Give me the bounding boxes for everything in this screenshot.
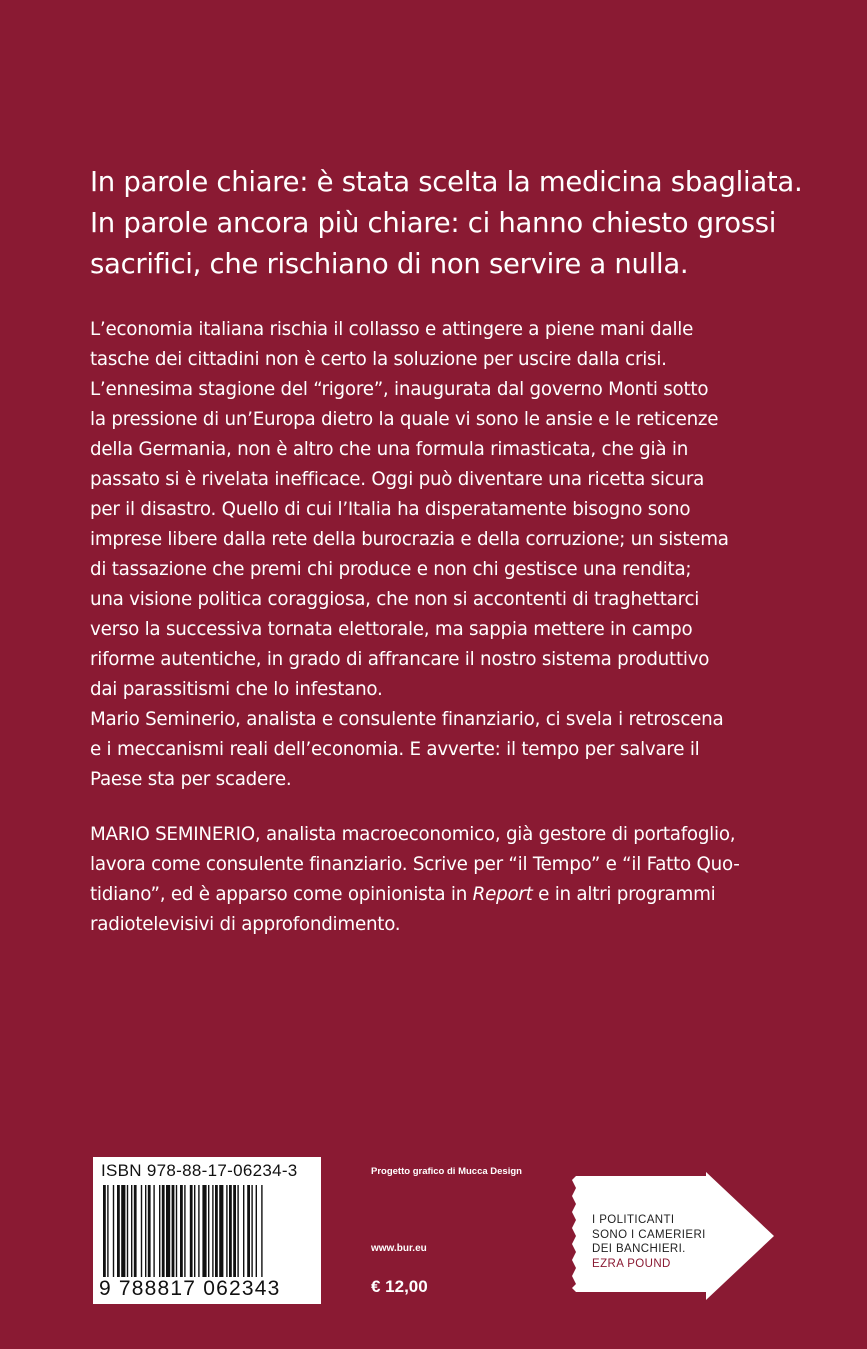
blurb-line: verso la successiva tornata elettorale, ma sappia mettere in campo: [90, 619, 693, 640]
publisher-url[interactable]: www.bur.eu: [371, 1243, 427, 1254]
barcode-bar: [103, 1185, 106, 1277]
headline-line: sacrifici, che rischiano di non servire a nulla.: [90, 248, 689, 280]
program-title: Report: [472, 884, 533, 905]
quote-text: [592, 1213, 706, 1271]
isbn-barcode: [93, 1157, 321, 1304]
barcode-bar: [226, 1185, 227, 1277]
barcode-bar: [117, 1185, 120, 1277]
barcode-bar: [107, 1185, 108, 1277]
blurb-line: della Germania, non è altro che una formula rimasticata, che già in: [90, 439, 689, 460]
barcode-bar: [184, 1185, 185, 1277]
barcode-bar: [162, 1185, 165, 1277]
bio-line: radiotelevisivi di approfondimento.: [90, 914, 401, 935]
isbn-label: ISBN 978-88-17-06234-3: [101, 1161, 298, 1180]
barcode-bar: [233, 1185, 236, 1277]
quote-line: I POLITICANTI: [592, 1214, 675, 1226]
barcode-bar: [190, 1185, 193, 1277]
blurb-line: per il disastro. Quello di cui l’Italia ha disperatamente bisogno sono: [90, 499, 691, 520]
blurb-line: una visione politica coraggiosa, che non si accontenti di traghettarci: [90, 589, 700, 610]
price-label: € 12,00: [371, 1277, 428, 1296]
blurb-line: L’ennesima stagione del “rigore”, inaugurata dal governo Monti sotto: [90, 379, 709, 400]
blurb-line: e i meccanismi reali dell’economia. E avverte: il tempo per salvare il: [90, 739, 700, 760]
author-bio: [90, 820, 830, 940]
blurb-line: Mario Seminerio, analista e consulente finanziario, ci svela i retroscena: [90, 709, 724, 730]
barcode-bar: [141, 1185, 142, 1277]
blurb-line: Paese sta per scadere.: [90, 769, 292, 790]
barcode-bars: [101, 1185, 313, 1277]
design-credit: Progetto grafico di Mucca Design: [371, 1166, 522, 1177]
barcode-bar: [261, 1185, 262, 1277]
bio-text: tidiano”, ed è apparso come opinionista in: [90, 884, 473, 905]
barcode-bar: [166, 1185, 170, 1277]
blurb-line: riforme autentiche, in grado di affrancare il nostro sistema produttivo: [90, 649, 710, 670]
quote-line: DEI BANCHIERI.: [592, 1243, 686, 1255]
bio-text: e in altri programmi: [532, 884, 716, 905]
blurb-line: passato si è rivelata inefficace. Oggi può diventare una ricetta sicura: [90, 469, 705, 490]
barcode-bar: [256, 1185, 257, 1277]
barcode-bar: [113, 1185, 114, 1277]
bio-line: MARIO SEMINERIO, analista macroeconomico, già gestore di portafoglio,: [90, 824, 736, 845]
quote-line: SONO I CAMERIERI: [592, 1228, 706, 1241]
headline-line: In parole chiare: è stata scelta la medicina sbagliata.: [90, 166, 803, 198]
barcode-bar: [208, 1185, 209, 1277]
headline-line: In parole ancora più chiare: ci hanno chiesto grossi: [90, 207, 777, 239]
blurb-text: [90, 315, 830, 795]
barcode-bar: [198, 1185, 199, 1277]
blurb-line: la pressione di un’Europa dietro la quale vi sono le ansie e le reticenze: [90, 409, 719, 430]
barcode-bar: [148, 1185, 151, 1277]
barcode-bar: [145, 1185, 146, 1277]
ean-digits: 9 788817 062343: [99, 1277, 281, 1300]
blurb-line: imprese libere dalla rete della burocrazia e della corruzione; un sistema: [90, 529, 729, 550]
headline: [90, 162, 820, 285]
barcode-bar: [251, 1185, 252, 1277]
barcode-bar: [219, 1185, 223, 1277]
blurb-line: L’economia italiana rischia il collasso e attingere a piene mani dalle: [90, 319, 694, 340]
barcode-bar: [134, 1185, 137, 1277]
blurb-line: tasche dei cittadini non è certo la soluzione per uscire dalla crisi.: [90, 349, 667, 370]
barcode-bar: [215, 1185, 218, 1277]
bio-line: lavora come consulente finanziario. Scrive per “il Tempo” e “il Fatto Quo-: [90, 854, 740, 875]
barcode-bar: [172, 1185, 175, 1277]
quote-author: EZRA POUND: [592, 1257, 671, 1270]
barcode-bar: [247, 1185, 250, 1277]
barcode-bar: [212, 1185, 213, 1277]
blurb-line: di tassazione che premi chi produce e non chi gestisce una rendita;: [90, 559, 692, 580]
blurb-line: dai parassitismi che lo infestano.: [90, 679, 383, 700]
barcode-bar: [180, 1185, 183, 1277]
barcode-bar: [121, 1185, 125, 1277]
barcode-bar: [237, 1185, 238, 1277]
barcode-bar: [229, 1185, 232, 1277]
barcode-bar: [159, 1185, 160, 1277]
barcode-bar: [176, 1185, 177, 1277]
bio-line: [90, 880, 830, 910]
barcode-bar: [131, 1185, 132, 1277]
barcode-bar: [153, 1185, 154, 1277]
barcode-bar: [127, 1185, 128, 1277]
barcode-bar: [243, 1185, 244, 1277]
barcode-bar: [202, 1185, 206, 1277]
barcode-bar: [194, 1185, 195, 1277]
